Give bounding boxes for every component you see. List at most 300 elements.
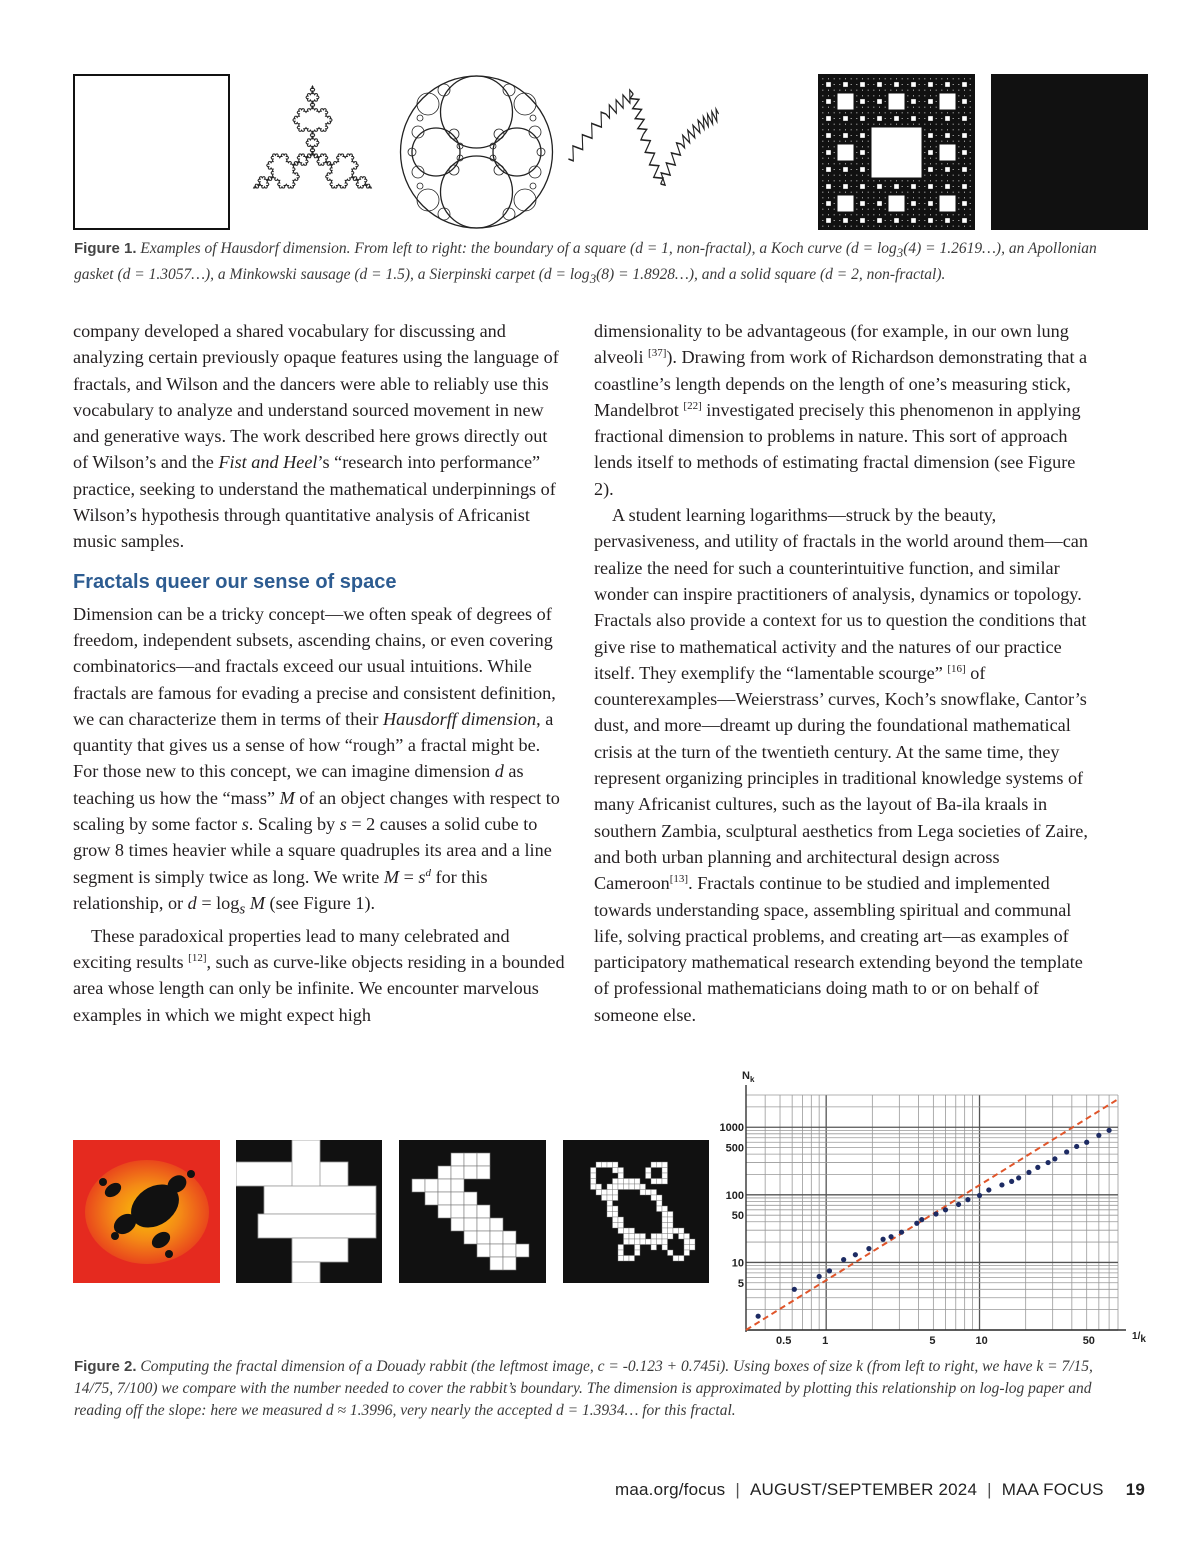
- box-cell: [412, 1179, 425, 1192]
- box-cell: [607, 1212, 613, 1218]
- carpet-hole: [945, 133, 950, 138]
- carpet-hole: [860, 218, 865, 223]
- carpet-hole: [828, 226, 829, 227]
- box-cell: [438, 1205, 451, 1218]
- carpet-hole: [826, 133, 831, 138]
- carpet-hole: [885, 180, 886, 181]
- carpet-hole: [851, 192, 852, 193]
- carpet-hole: [877, 116, 882, 121]
- carpet-hole: [970, 175, 971, 176]
- carpet-hole: [947, 129, 948, 130]
- carpet-hole: [845, 141, 846, 142]
- carpet-hole: [902, 192, 903, 193]
- box-cell: [657, 1179, 663, 1185]
- carpet-hole: [834, 163, 835, 164]
- data-point: [1074, 1144, 1079, 1149]
- gasket-circle: [514, 93, 536, 115]
- gasket-circle: [530, 183, 536, 189]
- carpet-hole: [936, 78, 937, 79]
- minkowski-segment: [641, 134, 663, 184]
- box-cell: [690, 1245, 696, 1251]
- carpet-hole: [970, 78, 971, 79]
- carpet-hole: [941, 112, 942, 113]
- carpet-hole: [928, 201, 933, 206]
- carpet-hole: [958, 226, 959, 227]
- carpet-hole: [953, 135, 954, 136]
- carpet-hole: [822, 152, 823, 153]
- carpet-hole: [851, 226, 852, 227]
- paragraph: A student learning logarithms—struck by the beauty, pervasiveness, and utility of fractals in the world around them—can realize the need for such a counterintuitive function, and similar wonder can inspire practitioners of analysis, dynamics or topology. Fractals also provide a context for us to question the conditions that give rise to mathematical activity and the natures of our practice itself. They exemplify the “lamentable scourge” [16] of counterexamples—Weierstrass’ curves, Koch’s snowflake, Cantor’s dust, and more—dreamt up during the foundational mathematical crisis at the turn of the twentieth century. At the same time, they represent organizing principles in traditional knowledge systems of many Africanist cultures, such as the layout of Ba-ila kraals in southern Zambia, sculptural aesthetics from Lega societies of Zaire, and both urban planning and architectural design across Cameroon[13]. Fractals continue to be studied and implemented towards understanding space, assembling spiritual and communal life, solving practical problems, and creating art—as examples of participatory mathematical research extending beyond the template of professional mathematicians doing math to or on behalf of someone else.: [594, 505, 1088, 1025]
- carpet-hole: [941, 135, 942, 136]
- carpet-hole: [822, 169, 823, 170]
- carpet-hole: [868, 152, 869, 153]
- carpet-hole: [828, 141, 829, 142]
- carpet-hole: [945, 184, 950, 189]
- y-tick-label: 5: [737, 1277, 744, 1290]
- box-cell: [591, 1168, 597, 1174]
- carpet-hole: [879, 226, 880, 227]
- carpet-hole: [964, 209, 965, 210]
- carpet-hole: [879, 124, 880, 125]
- carpet-hole: [919, 203, 920, 204]
- figure2-caption: Figure 2. Computing the fractal dimension of a Douady rabbit (the leftmost image, c = -0.123 + 0.745i). Using boxes of size k (from left to right, we have k = 7/15, 14/75, 7/100) we compare with the number needed to cover the rabbit’s boundary. The dimension is approximated by plotting this relationship on log-log paper and reading off the slope: here we measured d ≈ 1.3996, very nearly the accepted d = 1.3934… for this fractal.: [74, 1358, 1093, 1419]
- carpet-hole: [970, 141, 971, 142]
- carpet-hole: [907, 220, 908, 221]
- carpet-hole: [953, 175, 954, 176]
- carpet-hole: [843, 133, 848, 138]
- carpet-hole: [851, 214, 852, 215]
- carpet-hole: [941, 90, 942, 91]
- carpet-hole: [828, 214, 829, 215]
- carpet-hole: [873, 186, 874, 187]
- carpet-hole: [919, 197, 920, 198]
- carpet-hole: [924, 90, 925, 91]
- carpet-hole: [902, 226, 903, 227]
- carpet-hole: [919, 95, 920, 96]
- carpet-hole: [862, 112, 863, 113]
- carpet-hole: [930, 129, 931, 130]
- carpet-hole: [930, 197, 931, 198]
- carpet-hole: [947, 112, 948, 113]
- box-cell: [662, 1234, 668, 1240]
- box-cell: [668, 1250, 674, 1256]
- carpet-hole: [851, 129, 852, 130]
- footer-site-link[interactable]: maa.org/focus: [615, 1480, 726, 1499]
- carpet-hole: [868, 209, 869, 210]
- data-point: [1084, 1140, 1089, 1145]
- carpet-hole: [873, 203, 874, 204]
- carpet-hole: [924, 135, 925, 136]
- carpet-hole: [924, 152, 925, 153]
- carpet-hole: [928, 82, 933, 87]
- carpet-hole: [822, 129, 823, 130]
- carpet-hole: [930, 226, 931, 227]
- carpet-hole: [913, 95, 914, 96]
- box-cell: [607, 1201, 613, 1207]
- carpet-hole: [962, 133, 967, 138]
- carpet-hole: [856, 175, 857, 176]
- carpet-hole: [924, 209, 925, 210]
- box-cell: [657, 1162, 663, 1168]
- carpet-hole: [907, 84, 908, 85]
- carpet-hole: [856, 226, 857, 227]
- carpet-hole: [958, 146, 959, 147]
- carpet-hole: [868, 141, 869, 142]
- box-cell: [673, 1256, 679, 1262]
- carpet-hole: [930, 112, 931, 113]
- carpet-hole: [902, 118, 903, 119]
- box-cell: [591, 1173, 597, 1179]
- carpet-hole: [873, 95, 874, 96]
- minkowski-segment: [568, 112, 606, 161]
- carpet-hole: [964, 175, 965, 176]
- carpet-hole: [838, 94, 854, 110]
- carpet-hole: [970, 158, 971, 159]
- box-cell: [651, 1190, 657, 1196]
- carpet-hole: [856, 124, 857, 125]
- carpet-hole: [885, 107, 886, 108]
- carpet-hole: [834, 129, 835, 130]
- gasket-circle: [494, 165, 504, 175]
- carpet-hole: [868, 186, 869, 187]
- box-cell: [640, 1190, 646, 1196]
- carpet-hole: [845, 78, 846, 79]
- carpet-hole: [822, 124, 823, 125]
- carpet-hole: [856, 84, 857, 85]
- data-point: [933, 1211, 938, 1216]
- carpet-hole: [936, 214, 937, 215]
- carpet-hole: [958, 152, 959, 153]
- box-cell: [684, 1245, 690, 1251]
- carpet-hole: [953, 180, 954, 181]
- carpet-hole: [919, 107, 920, 108]
- carpet-hole: [826, 201, 831, 206]
- carpet-hole: [958, 203, 959, 204]
- carpet-hole: [873, 226, 874, 227]
- box-cell: [613, 1179, 619, 1185]
- carpet-hole: [953, 112, 954, 113]
- carpet-hole: [970, 146, 971, 147]
- carpet-hole: [879, 107, 880, 108]
- box-cell: [679, 1256, 685, 1262]
- carpet-hole: [873, 84, 874, 85]
- carpet-hole: [930, 175, 931, 176]
- carpet-hole: [828, 158, 829, 159]
- carpet-hole: [834, 146, 835, 147]
- carpet-hole: [958, 220, 959, 221]
- carpet-hole: [862, 90, 863, 91]
- carpet-hole: [834, 95, 835, 96]
- carpet-hole: [851, 141, 852, 142]
- carpet-hole: [936, 112, 937, 113]
- carpet-hole: [941, 141, 942, 142]
- carpet-hole: [862, 226, 863, 227]
- carpet-hole: [970, 186, 971, 187]
- carpet-hole: [873, 101, 874, 102]
- box-cell: [673, 1228, 679, 1234]
- carpet-hole: [868, 118, 869, 119]
- box-cell: [624, 1239, 630, 1245]
- carpet-hole: [862, 95, 863, 96]
- carpet-hole: [958, 180, 959, 181]
- carpet-hole: [839, 220, 840, 221]
- carpet-hole: [851, 84, 852, 85]
- carpet-hole: [856, 141, 857, 142]
- solid-square-image: [991, 74, 1148, 230]
- carpet-hole: [828, 124, 829, 125]
- box-cell: [490, 1244, 503, 1257]
- carpet-hole: [828, 192, 829, 193]
- carpet-hole: [828, 129, 829, 130]
- carpet-hole: [890, 192, 891, 193]
- carpet-hole: [828, 175, 829, 176]
- box-cell: [640, 1234, 646, 1240]
- carpet-hole: [964, 163, 965, 164]
- carpet-hole: [924, 112, 925, 113]
- carpet-hole: [936, 129, 937, 130]
- carpet-hole: [953, 129, 954, 130]
- carpet-hole: [845, 124, 846, 125]
- box-cell: [490, 1231, 503, 1244]
- carpet-hole: [873, 112, 874, 113]
- box-cell: [607, 1206, 613, 1212]
- carpet-hole: [958, 186, 959, 187]
- carpet-hole: [928, 99, 933, 104]
- carpet-hole: [890, 226, 891, 227]
- carpet-hole: [885, 118, 886, 119]
- box-cell: [618, 1223, 624, 1229]
- carpet-hole: [902, 220, 903, 221]
- carpet-hole: [953, 124, 954, 125]
- box-cell: [662, 1168, 668, 1174]
- carpet-hole: [962, 82, 967, 87]
- box-cell: [596, 1162, 602, 1168]
- carpet-hole: [822, 214, 823, 215]
- box-cell: [668, 1234, 674, 1240]
- carpet-hole: [851, 180, 852, 181]
- box-cell: [662, 1239, 668, 1245]
- carpet-hole: [822, 135, 823, 136]
- data-point: [999, 1182, 1004, 1187]
- carpet-hole: [885, 95, 886, 96]
- carpet-hole: [902, 124, 903, 125]
- data-point: [1016, 1175, 1021, 1180]
- box-cell: [602, 1190, 608, 1196]
- box-cell: [657, 1201, 663, 1207]
- carpet-hole: [936, 90, 937, 91]
- box-cell: [451, 1166, 464, 1179]
- carpet-hole: [913, 214, 914, 215]
- carpet-hole: [930, 90, 931, 91]
- y-tick-label: 500: [725, 1142, 744, 1155]
- data-point: [880, 1237, 885, 1242]
- box-cell: [607, 1184, 613, 1190]
- carpet-hole: [868, 169, 869, 170]
- box-cell: [451, 1192, 464, 1205]
- box-cell: [477, 1231, 490, 1244]
- box-cell: [651, 1162, 657, 1168]
- carpet-hole: [822, 203, 823, 204]
- carpet-hole: [945, 82, 950, 87]
- carpet-hole: [839, 141, 840, 142]
- carpet-hole: [958, 124, 959, 125]
- carpet-hole: [902, 84, 903, 85]
- sierpinski-carpet-image: [818, 74, 975, 230]
- carpet-hole: [862, 146, 863, 147]
- box-cell: [662, 1179, 668, 1185]
- carpet-hole: [856, 209, 857, 210]
- x-tick-label: 50: [1082, 1335, 1095, 1347]
- minkowski-sausage-image: [565, 74, 722, 230]
- carpet-hole: [834, 78, 835, 79]
- box-cell: [618, 1217, 624, 1223]
- carpet-hole: [945, 218, 950, 223]
- carpet-hole: [919, 186, 920, 187]
- carpet-hole: [856, 186, 857, 187]
- box-cell: [657, 1195, 663, 1201]
- carpet-hole: [907, 209, 908, 210]
- carpet-hole: [826, 99, 831, 104]
- carpet-hole: [868, 197, 869, 198]
- carpet-hole: [941, 129, 942, 130]
- carpet-hole: [826, 82, 831, 87]
- carpet-hole: [845, 180, 846, 181]
- carpet-hole: [851, 175, 852, 176]
- carpet-hole: [879, 90, 880, 91]
- carpet-hole: [941, 163, 942, 164]
- box-cell: [591, 1184, 597, 1190]
- box-cell: [640, 1184, 646, 1190]
- carpet-hole: [907, 101, 908, 102]
- carpet-hole: [828, 180, 829, 181]
- carpet-hole: [862, 214, 863, 215]
- carpet-hole: [860, 167, 865, 172]
- carpet-hole: [834, 197, 835, 198]
- carpet-hole: [890, 186, 891, 187]
- gasket-circle: [417, 115, 423, 121]
- carpet-hole: [902, 180, 903, 181]
- section-heading: Fractals queer our sense of space: [73, 570, 397, 593]
- carpet-hole: [970, 101, 971, 102]
- carpet-hole: [822, 180, 823, 181]
- carpet-hole: [941, 186, 942, 187]
- carpet-hole: [826, 218, 831, 223]
- carpet-hole: [890, 124, 891, 125]
- carpet-hole: [843, 167, 848, 172]
- carpet-hole: [868, 226, 869, 227]
- carpet-hole: [928, 218, 933, 223]
- carpet-hole: [839, 135, 840, 136]
- carpet-hole: [822, 186, 823, 187]
- carpet-hole: [947, 141, 948, 142]
- minkowski-segment: [661, 143, 681, 185]
- carpet-hole: [924, 129, 925, 130]
- minkowski-segment: [630, 94, 647, 134]
- carpet-hole: [862, 192, 863, 193]
- carpet-hole: [924, 220, 925, 221]
- carpet-hole: [862, 197, 863, 198]
- y-tick-label: 100: [725, 1189, 744, 1202]
- box-cell: [629, 1179, 635, 1185]
- carpet-hole: [930, 95, 931, 96]
- carpet-hole: [941, 169, 942, 170]
- carpet-hole: [928, 167, 933, 172]
- carpet-hole: [885, 203, 886, 204]
- carpet-hole: [911, 218, 916, 223]
- carpet-hole: [964, 78, 965, 79]
- carpet-hole: [970, 95, 971, 96]
- carpet-hole: [856, 107, 857, 108]
- carpet-hole: [826, 167, 831, 172]
- carpet-hole: [947, 163, 948, 164]
- box-cell: [503, 1257, 516, 1270]
- box-cell: [629, 1256, 635, 1262]
- carpet-hole: [924, 118, 925, 119]
- carpet-hole: [924, 78, 925, 79]
- carpet-hole: [894, 116, 899, 121]
- box-cell: [602, 1195, 608, 1201]
- carpet-hole: [868, 107, 869, 108]
- carpet-hole: [856, 95, 857, 96]
- box-cell: [618, 1173, 624, 1179]
- carpet-hole: [945, 167, 950, 172]
- carpet-hole: [828, 209, 829, 210]
- carpet-hole: [834, 175, 835, 176]
- box-cell: [591, 1179, 597, 1185]
- carpet-hole: [936, 197, 937, 198]
- carpet-hole: [911, 201, 916, 206]
- carpet-hole: [947, 214, 948, 215]
- box-cell: [618, 1228, 624, 1234]
- carpet-hole: [902, 90, 903, 91]
- carpet-hole: [930, 146, 931, 147]
- carpet-hole: [873, 90, 874, 91]
- carpet-hole: [896, 78, 897, 79]
- carpet-hole: [953, 118, 954, 119]
- carpet-hole: [828, 95, 829, 96]
- carpet-hole: [970, 209, 971, 210]
- data-point: [827, 1268, 832, 1273]
- data-point: [866, 1246, 871, 1251]
- carpet-hole: [936, 203, 937, 204]
- carpet-hole: [953, 90, 954, 91]
- carpet-hole: [868, 129, 869, 130]
- x-tick-label: 1: [822, 1335, 829, 1347]
- carpet-hole: [913, 90, 914, 91]
- carpet-hole: [924, 124, 925, 125]
- carpet-hole: [868, 158, 869, 159]
- carpet-hole: [970, 129, 971, 130]
- carpet-hole: [822, 141, 823, 142]
- carpet-hole: [843, 184, 848, 189]
- carpet-hole: [958, 107, 959, 108]
- carpet-hole: [958, 192, 959, 193]
- carpet-hole: [902, 186, 903, 187]
- carpet-hole: [862, 129, 863, 130]
- box-cell: [684, 1234, 690, 1240]
- carpet-hole: [851, 124, 852, 125]
- carpet-hole: [885, 112, 886, 113]
- carpet-hole: [894, 218, 899, 223]
- data-point: [914, 1221, 919, 1226]
- carpet-hole: [936, 180, 937, 181]
- x-tick-label: 0.5: [776, 1335, 792, 1347]
- carpet-hole: [919, 209, 920, 210]
- carpet-hole: [877, 82, 882, 87]
- carpet-hole: [913, 124, 914, 125]
- carpet-hole: [862, 141, 863, 142]
- carpet-hole: [885, 214, 886, 215]
